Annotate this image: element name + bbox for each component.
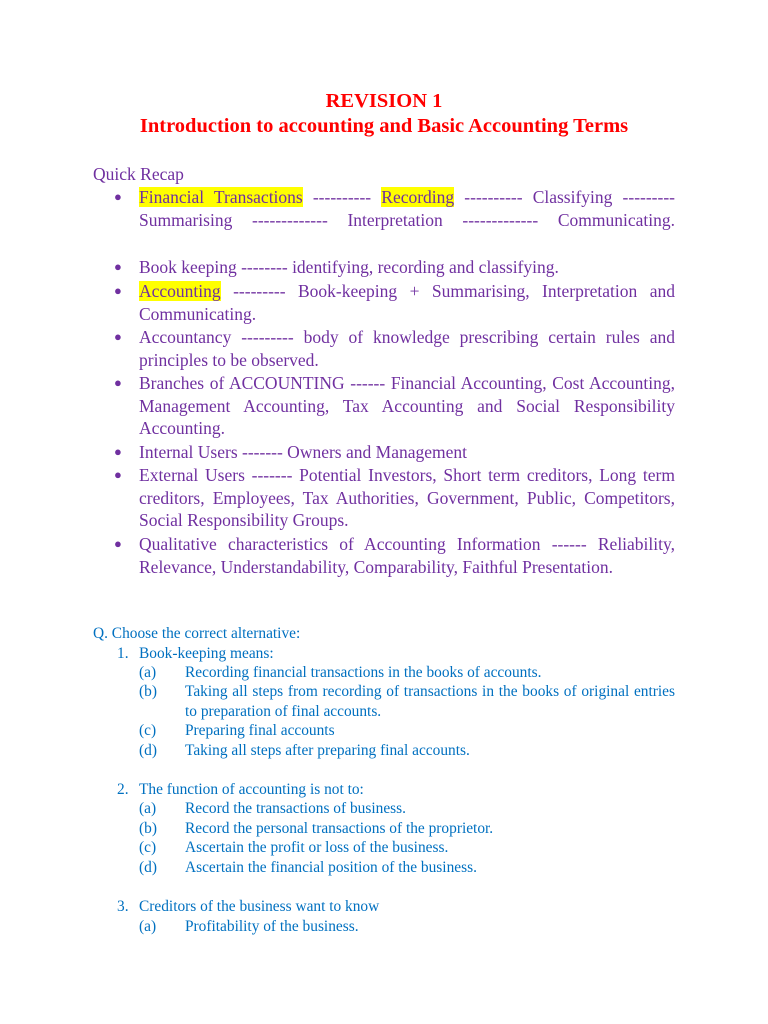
- page-subtitle: Introduction to accounting and Basic Accounting Terms: [139, 115, 629, 137]
- option-text: Record the transactions of business.: [185, 800, 406, 817]
- recap-item-book-keeping: ● Book keeping -------- identifying, recording and classifying.: [114, 257, 559, 277]
- option-text: Recording financial transactions in the books of accounts.: [185, 664, 542, 681]
- question-number: 2.: [117, 781, 129, 798]
- highlight-accounting: Accounting: [139, 281, 221, 301]
- highlight-recording: Recording: [381, 187, 455, 207]
- page-title: REVISION 1: [325, 90, 443, 112]
- recap-item-internal-users: ● Internal Users ------- Owners and Management: [114, 442, 467, 462]
- bullet-icon: ●: [114, 283, 122, 298]
- option-label: (c): [139, 839, 157, 856]
- question-number: 3.: [117, 898, 129, 915]
- question-text: The function of accounting is not to:: [139, 781, 364, 798]
- quick-recap-heading: Quick Recap: [93, 164, 184, 184]
- option-text: Record the personal transactions of the proprietor.: [185, 820, 494, 837]
- option-label: (c): [139, 722, 157, 739]
- recap-item-accountancy: ● Accountancy --------- body of knowledge prescribing certain rules and principles to be observed.: [114, 327, 675, 370]
- option-label: (d): [139, 742, 157, 759]
- highlight-financial-transactions: Financial Transactions: [139, 187, 303, 207]
- option-label: (a): [139, 664, 157, 681]
- recap-item-branches: ● Branches of ACCOUNTING ------ Financial Accounting, Cost Accounting, Management Accounting, Tax Accounting and Social Responsibility Accounting.: [114, 373, 675, 439]
- option-text: Taking all steps after preparing final accounts.: [185, 742, 470, 759]
- question-text: Book-keeping means:: [139, 645, 274, 662]
- bullet-icon: ●: [114, 329, 122, 344]
- recap-item-flow: ● Financial Transactions ---------- Recording ---------- Classifying --------- Summarising ------------- Interpretation ------------- Communicating.: [114, 187, 675, 230]
- bullet-icon: ●: [114, 189, 122, 204]
- questions-heading: Q. Choose the correct alternative:: [93, 625, 301, 642]
- bullet-icon: ●: [114, 259, 122, 274]
- recap-item-external-users: ● External Users ------- Potential Investors, Short term creditors, Long term creditors, Employees, Tax Authorities, Government, Public, Competitors, Social Responsibility Groups.: [114, 465, 675, 531]
- option-text: Taking all steps from recording of transactions in the books of original entries to preparation of final accounts.: [185, 683, 675, 720]
- question-text: Creditors of the business want to know: [139, 898, 380, 915]
- question-number: 1.: [117, 645, 129, 662]
- option-label: (a): [139, 918, 157, 935]
- bullet-icon: ●: [114, 536, 122, 551]
- option-label: (a): [139, 800, 157, 817]
- option-label: (b): [139, 820, 157, 837]
- option-label: (b): [139, 683, 157, 700]
- option-label: (d): [139, 859, 157, 876]
- option-text: Profitability of the business.: [185, 918, 359, 935]
- recap-item-qualitative: ● Qualitative characteristics of Accounting Information ------ Reliability, Relevance, Understandability, Comparability, Faithful Presentation.: [114, 534, 675, 577]
- option-text: Preparing final accounts: [185, 722, 335, 739]
- bullet-icon: ●: [114, 444, 122, 459]
- recap-item-accounting: ● Accounting --------- Book-keeping + Summarising, Interpretation and Communicating.: [114, 281, 675, 324]
- option-text: Ascertain the financial position of the business.: [185, 859, 477, 876]
- option-text: Ascertain the profit or loss of the business.: [185, 839, 449, 856]
- bullet-icon: ●: [114, 467, 122, 482]
- bullet-icon: ●: [114, 375, 122, 390]
